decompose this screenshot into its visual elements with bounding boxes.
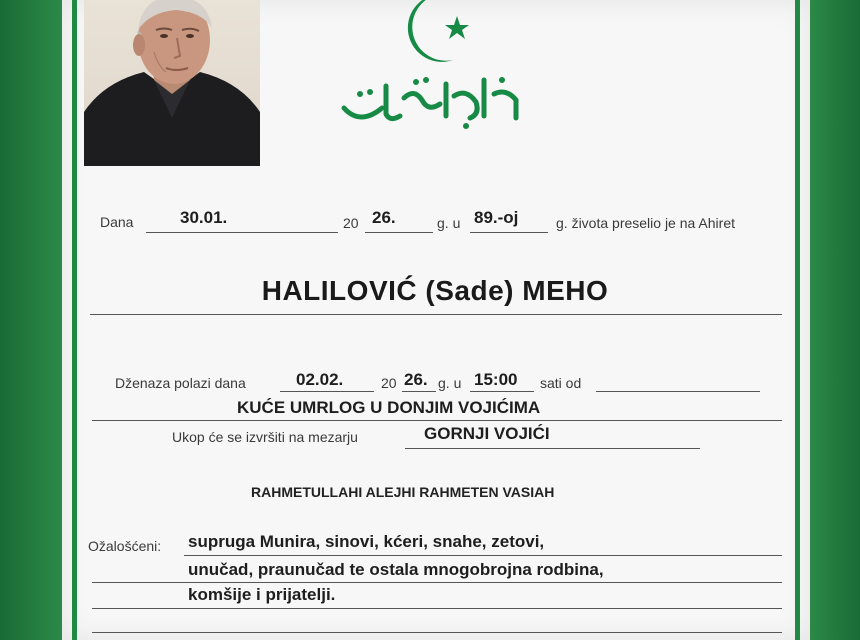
- underline-mourners-2: [92, 582, 782, 583]
- funeral-time: 15:00: [474, 370, 518, 389]
- underline-mourners-1: [184, 555, 782, 556]
- mourners-line-1: supruga Munira, sinovi, kćeri, snahe, zetovi,: [188, 532, 545, 551]
- underline-death-date: [146, 232, 338, 233]
- underline-from: [596, 391, 760, 392]
- crescent-star-icon: [395, 0, 485, 66]
- green-frame-right: [810, 0, 860, 640]
- funeral-from-place: KUĆE UMRLOG U DONJIM VOJIĆIMA: [237, 398, 541, 417]
- underline-funeral-date: [280, 391, 374, 392]
- label-g-u-2: g. u: [438, 375, 462, 391]
- label-mourners: Ožalošćeni:: [88, 538, 162, 554]
- label-ukop: Ukop će se izvršiti na mezarju: [172, 429, 358, 445]
- underline-mourners-4: [92, 632, 782, 633]
- funeral-date: 02.02.: [296, 370, 344, 389]
- label-ahiret: g. života preselio je na Ahiret: [556, 215, 735, 231]
- arabic-text: ارتحال ذا ربقا: [430, 136, 436, 137]
- arabic-calligraphy: [330, 68, 530, 140]
- label-dzenaza: Dženaza polazi dana: [115, 375, 246, 391]
- label-dana: Dana: [100, 214, 134, 230]
- prayer-text: RAHMETULLAHI ALEJHI RAHMETEN VASIAH: [251, 484, 555, 500]
- death-year: 26.: [372, 208, 396, 227]
- underline-cemetery: [405, 448, 700, 449]
- underline-age: [470, 232, 548, 233]
- portrait-photo: [84, 0, 260, 166]
- death-date: 30.01.: [180, 208, 228, 227]
- underline-time: [470, 391, 534, 392]
- underline-funeral-year: [402, 391, 436, 392]
- green-frame-left: [0, 0, 62, 640]
- underline-mourners-3: [92, 608, 782, 609]
- label-century: 20: [343, 215, 359, 231]
- green-border-left: [72, 0, 77, 640]
- label-g-u: g. u: [437, 215, 461, 231]
- underline-death-year: [365, 232, 433, 233]
- label-sati-od: sati od: [540, 375, 582, 391]
- funeral-year: 26.: [404, 370, 428, 389]
- green-border-right: [795, 0, 800, 640]
- label-century-2: 20: [381, 375, 397, 391]
- age: 89.-oj: [474, 208, 519, 227]
- mourners-line-2: unučad, praunučad te ostala mnogobrojna rodbina,: [188, 560, 604, 579]
- cemetery-name: GORNJI VOJIĆI: [424, 424, 550, 443]
- underline-from-place: [92, 420, 782, 421]
- deceased-name: HALILOVIĆ (Sade) MEHO: [261, 275, 609, 306]
- mourners-line-3: komšije i prijatelji.: [188, 585, 336, 604]
- underline-name: [90, 314, 782, 315]
